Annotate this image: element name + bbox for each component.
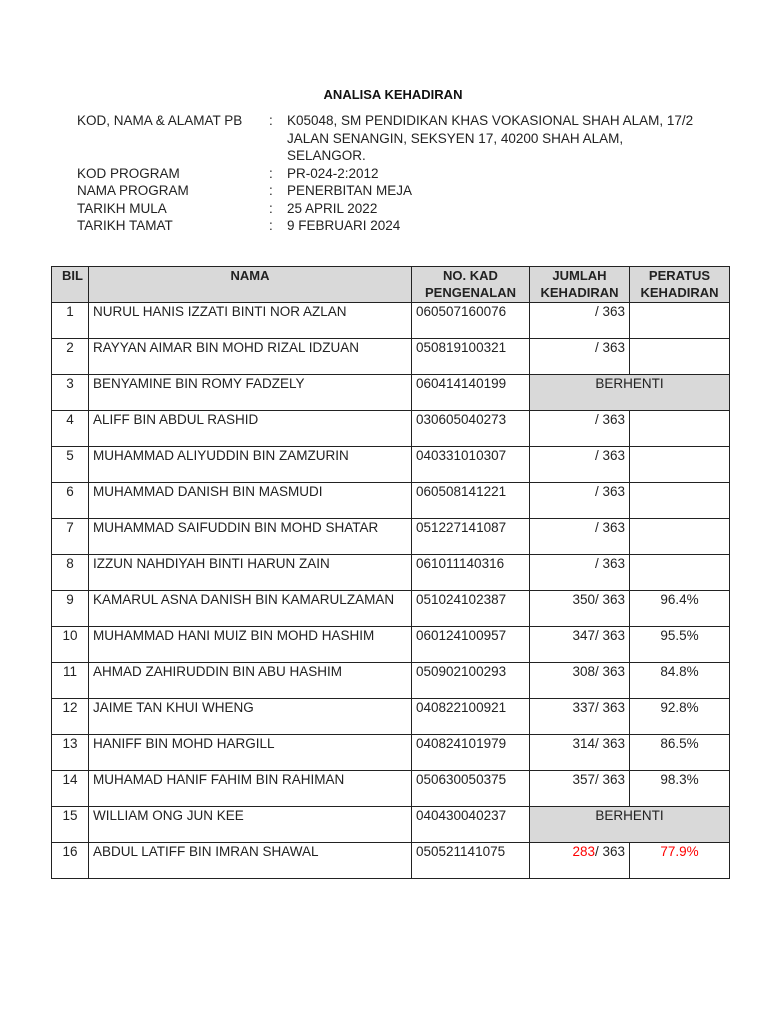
- table-row: [52, 771, 730, 807]
- total-value: / 363: [594, 520, 625, 535]
- total-value: / 363: [594, 736, 625, 751]
- info-row-nama-program: [77, 182, 697, 200]
- header-nama: NAMA: [89, 267, 412, 303]
- cell-bil: 6: [52, 483, 89, 519]
- table-row: [52, 303, 730, 339]
- cell-bil: 1: [52, 303, 89, 339]
- info-row-tarikh-mula: [77, 200, 697, 218]
- table-row: [52, 483, 730, 519]
- table-row: [52, 411, 730, 447]
- cell-bil: 4: [52, 411, 89, 447]
- cell-jumlah: [530, 591, 630, 627]
- total-value: / 363: [594, 844, 625, 859]
- info-colon: :: [269, 218, 273, 233]
- hadir-value: 283: [572, 844, 595, 859]
- cell-ic: 051227141087: [412, 519, 530, 555]
- total-value: / 363: [594, 628, 625, 643]
- table-row: [52, 339, 730, 375]
- cell-status-berhenti: BERHENTI: [530, 807, 730, 843]
- cell-nama: MUHAMMAD ALIYUDDIN BIN ZAMZURIN: [89, 447, 412, 483]
- hadir-value: 357: [572, 772, 595, 787]
- hadir-value: 337: [572, 700, 595, 715]
- cell-peratus: 86.5%: [630, 735, 730, 771]
- table-row: [52, 519, 730, 555]
- hadir-value: 314: [572, 736, 595, 751]
- total-value: / 363: [594, 556, 625, 571]
- table-row: [52, 843, 730, 879]
- cell-peratus: 92.8%: [630, 699, 730, 735]
- cell-jumlah: [530, 663, 630, 699]
- cell-jumlah: [530, 699, 630, 735]
- cell-jumlah: [530, 447, 630, 483]
- cell-jumlah: [530, 555, 630, 591]
- info-label: TARIKH MULA: [77, 200, 167, 216]
- info-colon: :: [269, 183, 273, 198]
- info-label: KOD PROGRAM: [77, 165, 180, 181]
- total-value: / 363: [594, 340, 625, 355]
- cell-nama: WILLIAM ONG JUN KEE: [89, 807, 412, 843]
- table-header-row: [52, 267, 730, 303]
- cell-ic: 040331010307: [412, 447, 530, 483]
- cell-ic: 060414140199: [412, 375, 530, 411]
- cell-jumlah: [530, 339, 630, 375]
- cell-jumlah: [530, 627, 630, 663]
- cell-jumlah: [530, 483, 630, 519]
- cell-bil: 5: [52, 447, 89, 483]
- cell-ic: 060507160076: [412, 303, 530, 339]
- cell-peratus: [630, 339, 730, 375]
- hadir-value: 308: [572, 664, 595, 679]
- cell-bil: 14: [52, 771, 89, 807]
- cell-ic: 060124100957: [412, 627, 530, 663]
- total-value: / 363: [594, 448, 625, 463]
- cell-nama: JAIME TAN KHUI WHENG: [89, 699, 412, 735]
- hadir-value: 350: [572, 592, 595, 607]
- cell-ic: 051024102387: [412, 591, 530, 627]
- cell-peratus: 96.4%: [630, 591, 730, 627]
- cell-peratus: [630, 447, 730, 483]
- table-row: [52, 627, 730, 663]
- cell-bil: 15: [52, 807, 89, 843]
- cell-bil: 8: [52, 555, 89, 591]
- table-row: [52, 555, 730, 591]
- cell-jumlah: [530, 519, 630, 555]
- cell-peratus: [630, 303, 730, 339]
- cell-ic: 040822100921: [412, 699, 530, 735]
- attendance-table: [51, 266, 730, 879]
- cell-peratus: 98.3%: [630, 771, 730, 807]
- cell-jumlah: [530, 843, 630, 879]
- cell-bil: 11: [52, 663, 89, 699]
- cell-ic: 050630050375: [412, 771, 530, 807]
- cell-bil: 3: [52, 375, 89, 411]
- table-row: [52, 663, 730, 699]
- header-ic: NO. KAD PENGENALAN: [412, 267, 530, 303]
- info-row-kod-program: [77, 165, 697, 183]
- cell-bil: 10: [52, 627, 89, 663]
- cell-bil: 16: [52, 843, 89, 879]
- total-value: / 363: [594, 304, 625, 319]
- cell-bil: 13: [52, 735, 89, 771]
- cell-peratus: 95.5%: [630, 627, 730, 663]
- total-value: / 363: [594, 484, 625, 499]
- cell-peratus: 77.9%: [630, 843, 730, 879]
- cell-nama: HANIFF BIN MOHD HARGILL: [89, 735, 412, 771]
- cell-bil: 7: [52, 519, 89, 555]
- table-row: [52, 447, 730, 483]
- hadir-value: 347: [572, 628, 595, 643]
- header-peratus: PERATUS KEHADIRAN: [630, 267, 730, 303]
- cell-nama: ABDUL LATIFF BIN IMRAN SHAWAL: [89, 843, 412, 879]
- cell-peratus: [630, 519, 730, 555]
- total-value: / 363: [594, 700, 625, 715]
- total-value: / 363: [594, 664, 625, 679]
- cell-peratus: 84.8%: [630, 663, 730, 699]
- document-title: ANALISA KEHADIRAN: [323, 87, 463, 102]
- info-value: PR-024-2:2012: [287, 165, 379, 181]
- cell-ic: 050521141075: [412, 843, 530, 879]
- info-value: 9 FEBRUARI 2024: [287, 218, 401, 233]
- info-value: 25 APRIL 2022: [287, 200, 378, 216]
- cell-nama: BENYAMINE BIN ROMY FADZELY: [89, 375, 412, 411]
- cell-nama: MUHAMMAD DANISH BIN MASMUDI: [89, 483, 412, 519]
- header-bil: BIL: [52, 267, 89, 303]
- cell-bil: 9: [52, 591, 89, 627]
- cell-nama: IZZUN NAHDIYAH BINTI HARUN ZAIN: [89, 555, 412, 591]
- program-info: [77, 112, 697, 235]
- cell-nama: AHMAD ZAHIRUDDIN BIN ABU HASHIM: [89, 663, 412, 699]
- table-row: [52, 699, 730, 735]
- cell-ic: 050819100321: [412, 339, 530, 375]
- cell-nama: MUHAMMAD SAIFUDDIN BIN MOHD SHATAR: [89, 519, 412, 555]
- cell-bil: 12: [52, 699, 89, 735]
- info-label: TARIKH TAMAT: [77, 218, 173, 233]
- cell-jumlah: [530, 411, 630, 447]
- cell-jumlah: [530, 735, 630, 771]
- cell-nama: MUHAMAD HANIF FAHIM BIN RAHIMAN: [89, 771, 412, 807]
- cell-ic: 040824101979: [412, 735, 530, 771]
- table-row: [52, 375, 730, 411]
- info-value: PENERBITAN MEJA: [287, 183, 413, 198]
- total-value: / 363: [594, 772, 625, 787]
- info-colon: :: [269, 113, 273, 128]
- cell-ic: 030605040273: [412, 411, 530, 447]
- cell-peratus: [630, 483, 730, 519]
- total-value: / 363: [594, 592, 625, 607]
- table-row: [52, 735, 730, 771]
- info-row-tarikh-tamat: [77, 217, 697, 235]
- cell-nama: KAMARUL ASNA DANISH BIN KAMARULZAMAN: [89, 591, 412, 627]
- info-value: K05048, SM PENDIDIKAN KHAS VOKASIONAL SHAH ALAM, 17/2 JALAN SENANGIN, SEKSYEN 17, 40200 SHAH ALAM, SELANGOR.: [287, 113, 694, 163]
- info-colon: :: [269, 200, 273, 216]
- cell-nama: ALIFF BIN ABDUL RASHID: [89, 411, 412, 447]
- info-label: NAMA PROGRAM: [77, 183, 189, 198]
- cell-bil: 2: [52, 339, 89, 375]
- total-value: / 363: [594, 412, 625, 427]
- info-row-address: [77, 112, 697, 165]
- cell-nama: RAYYAN AIMAR BIN MOHD RIZAL IDZUAN: [89, 339, 412, 375]
- cell-jumlah: [530, 303, 630, 339]
- cell-ic: 061011140316: [412, 555, 530, 591]
- cell-ic: 060508141221: [412, 483, 530, 519]
- table-body: [52, 303, 730, 879]
- cell-ic: 040430040237: [412, 807, 530, 843]
- table-row: [52, 591, 730, 627]
- cell-peratus: [630, 411, 730, 447]
- cell-status-berhenti: BERHENTI: [530, 375, 730, 411]
- cell-nama: MUHAMMAD HANI MUIZ BIN MOHD HASHIM: [89, 627, 412, 663]
- info-colon: :: [269, 165, 273, 181]
- cell-peratus: [630, 555, 730, 591]
- cell-ic: 050902100293: [412, 663, 530, 699]
- header-jumlah: JUMLAH KEHADIRAN: [530, 267, 630, 303]
- table-row: [52, 807, 730, 843]
- info-label: KOD, NAMA & ALAMAT PB: [77, 113, 243, 128]
- cell-nama: NURUL HANIS IZZATI BINTI NOR AZLAN: [89, 303, 412, 339]
- cell-jumlah: [530, 771, 630, 807]
